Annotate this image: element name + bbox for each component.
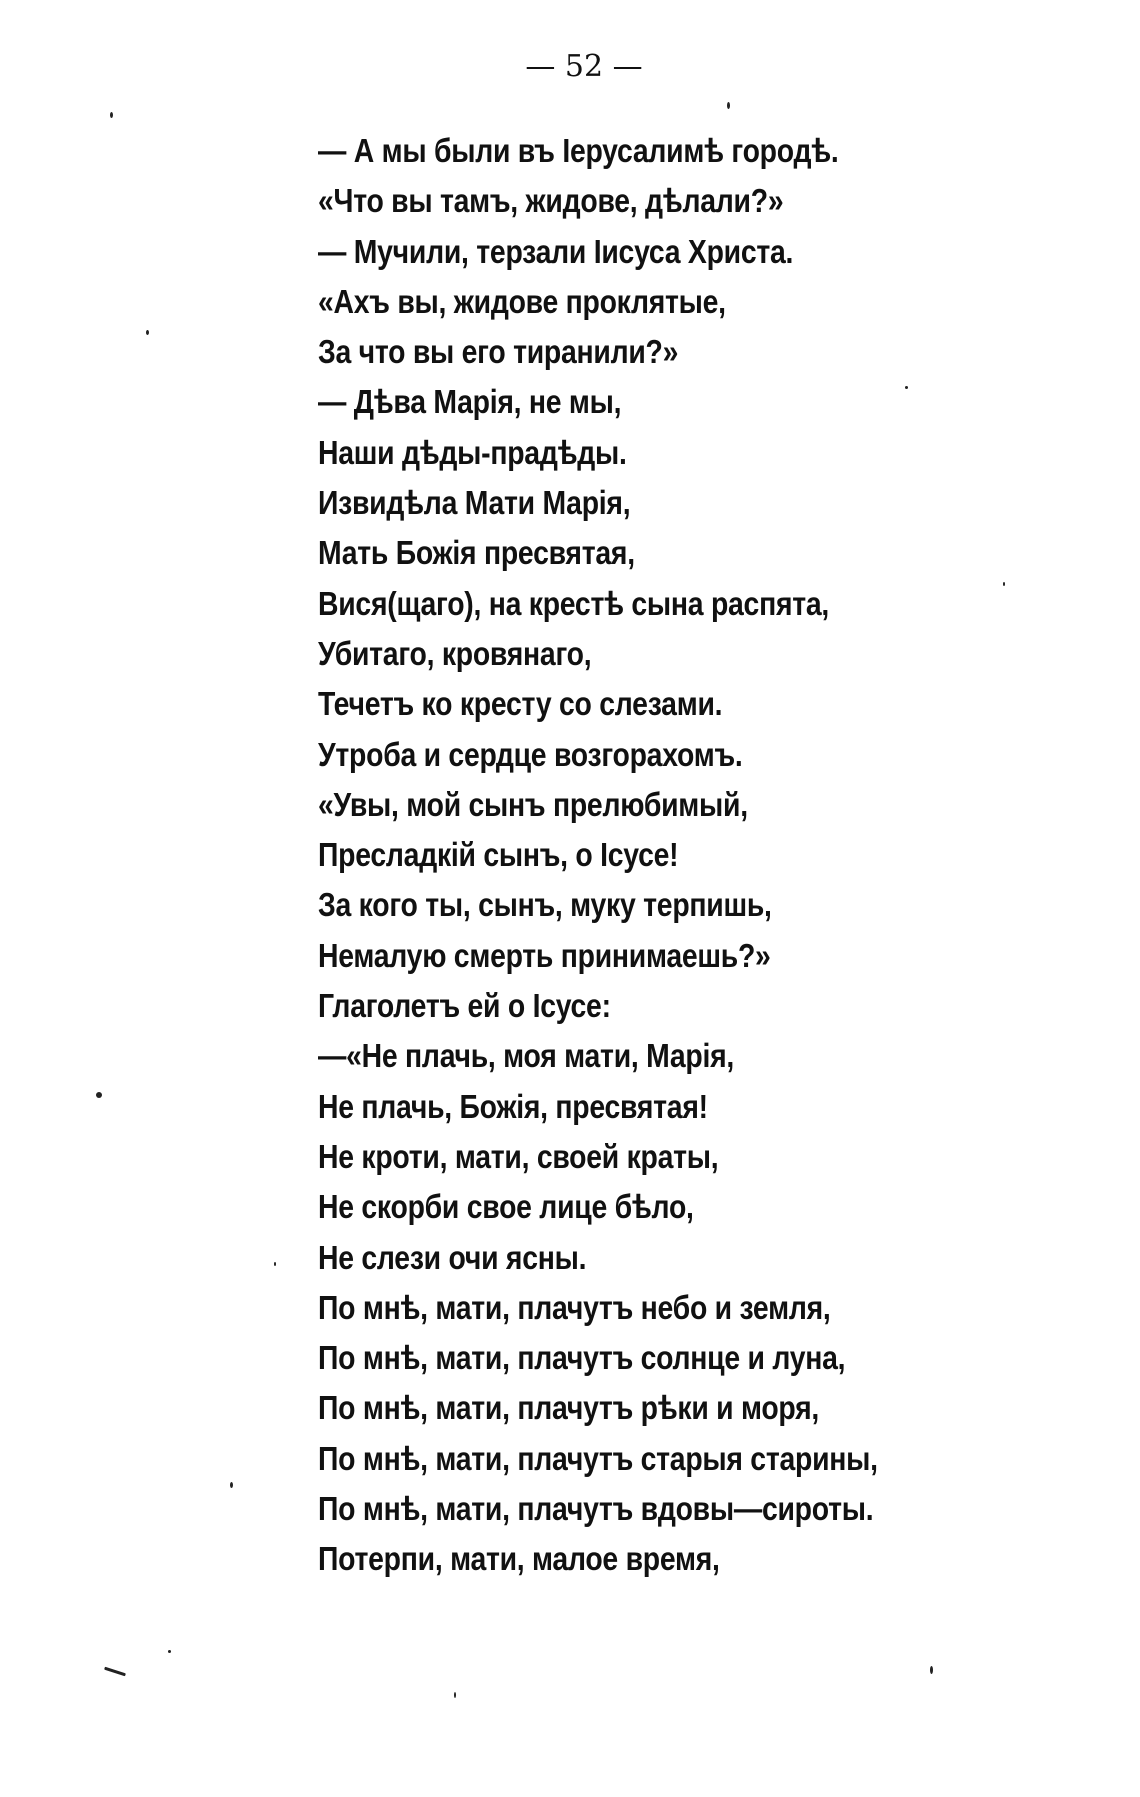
poem-line: Не скорби свое лице бѣло, [318, 1188, 694, 1226]
poem-line: По мнѣ, мати, плачутъ вдовы—сироты. [318, 1490, 874, 1528]
poem-line: Утроба и сердце возгорахомъ. [318, 735, 743, 773]
scan-speck [930, 1666, 933, 1674]
poem-line: Не кроти, мати, своей краты, [318, 1137, 719, 1175]
poem-line: По мнѣ, мати, плачутъ солнце и луна, [318, 1339, 846, 1377]
poem-line: «Увы, мой сынъ прелюбимый, [318, 785, 748, 823]
poem-line: Наши дѣды-прадѣды. [318, 433, 627, 471]
poem-line: За кого ты, сынъ, муку терпишь, [318, 886, 772, 924]
poem-line: — Мучили, терзали Іисуса Христа. [318, 232, 794, 270]
poem-line: Мать Божія пресвятая, [318, 534, 635, 572]
scan-speck [727, 102, 730, 109]
poem-line: Немалую смерть принимаешь?» [318, 936, 771, 974]
scan-speck [104, 1667, 126, 1677]
scan-speck [230, 1482, 233, 1488]
poem-line: Не плачь, Божія, пресвятая! [318, 1087, 708, 1125]
poem-line: Глаголетъ ей о Ісусе: [318, 987, 611, 1025]
poem-line: — А мы были въ Іерусалимѣ городѣ. [318, 132, 839, 169]
page-number: — 52 — [525, 49, 643, 84]
poem-line: По мнѣ, мати, плачутъ рѣки и моря, [318, 1389, 820, 1427]
poem-line: Извидѣла Мати Марія, [318, 484, 631, 522]
poem-line: По мнѣ, мати, плачутъ старыя старины, [318, 1439, 878, 1477]
poem-line: За что вы его тиранили?» [318, 333, 679, 371]
scan-speck [454, 1692, 456, 1698]
scan-speck [110, 112, 113, 118]
scan-speck [96, 1092, 102, 1098]
poem-line: Не слези очи ясны. [318, 1238, 587, 1276]
poem-line: По мнѣ, мати, плачутъ небо и земля, [318, 1288, 831, 1326]
scan-speck [168, 1650, 171, 1653]
poem-text [318, 126, 1098, 1585]
poem-line: «Ахъ вы, жидове проклятые, [318, 282, 726, 320]
poem-line: — Дѣва Марія, не мы, [318, 383, 622, 421]
scan-speck [146, 330, 149, 335]
poem-line: Течетъ ко кресту со слезами. [318, 685, 723, 723]
poem-line: —«Не плачь, моя мати, Марія, [318, 1037, 735, 1075]
poem-line: Пресладкій сынъ, о Ісусе! [318, 836, 679, 874]
poem-line: Вися(щаго), на крестѣ сына распята, [318, 584, 830, 622]
scan-speck [1003, 582, 1005, 586]
scan-speck [274, 1262, 276, 1266]
poem-line: «Что вы тамъ, жидове, дѣлали?» [318, 182, 784, 220]
poem-line: Потерпи, мати, малое время, [318, 1540, 720, 1578]
scan-speck [905, 386, 908, 389]
poem-line: Убитаго, кровянаго, [318, 634, 592, 672]
